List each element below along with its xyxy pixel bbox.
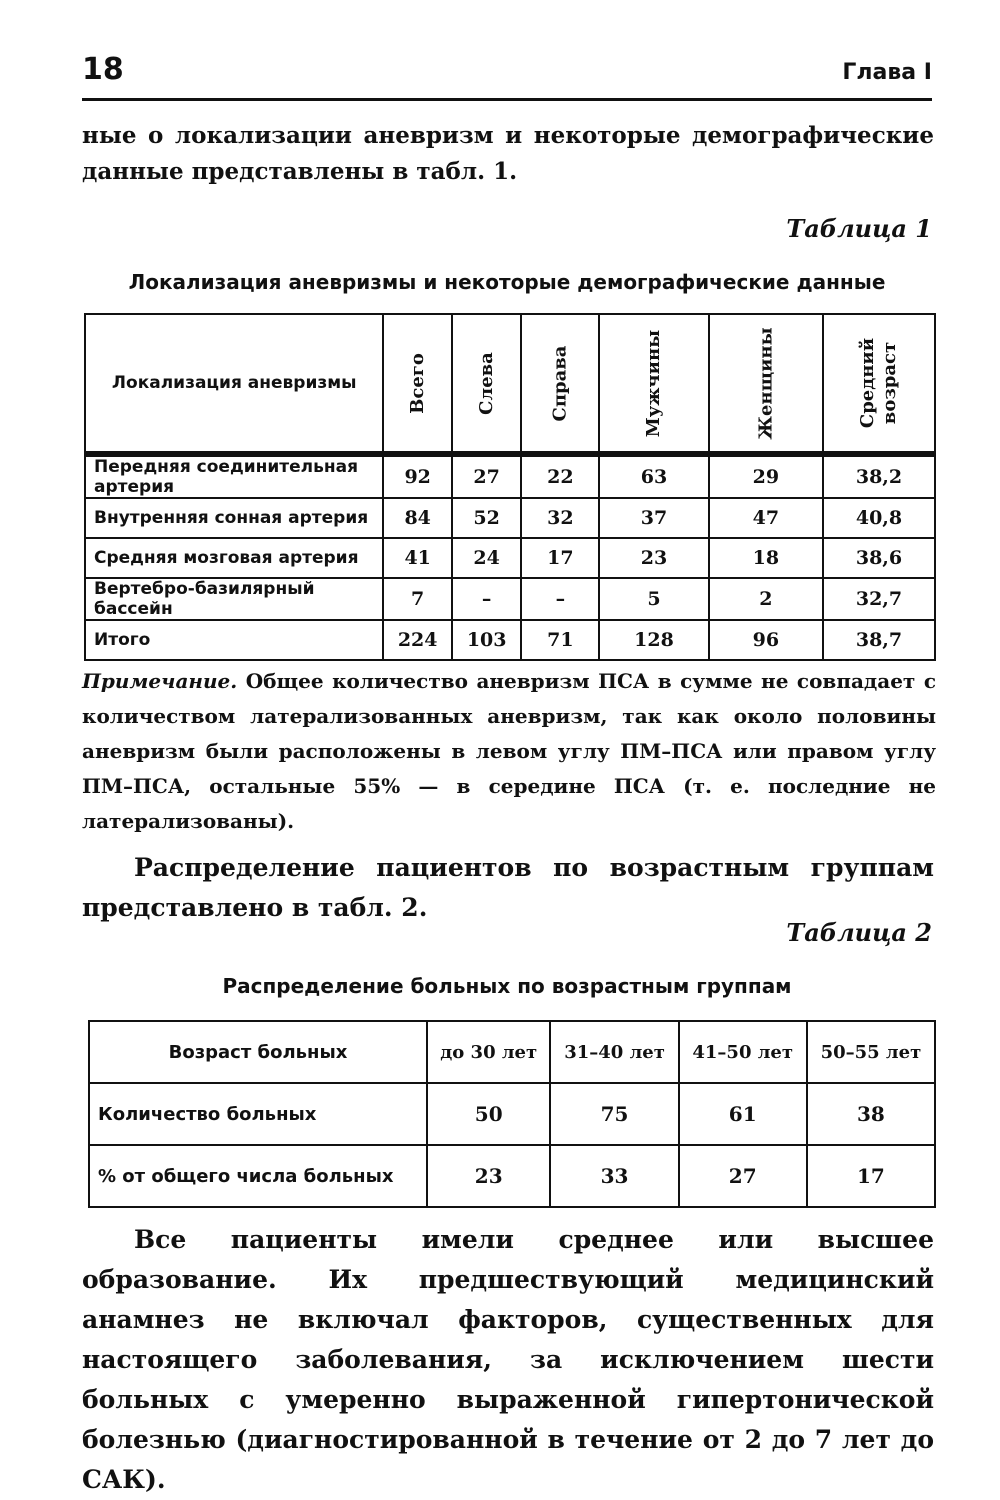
- table1-header-mean-age: Средний возраст: [823, 314, 935, 454]
- table-row: [85, 538, 935, 578]
- table2-cell: 61: [679, 1083, 807, 1145]
- table1-cell: 29: [709, 454, 823, 498]
- table2-row-label: Количество больных: [89, 1083, 427, 1145]
- table1-cell: 40,8: [823, 498, 935, 538]
- table2-cell: 75: [550, 1083, 678, 1145]
- table1-cell: 2: [709, 578, 823, 620]
- table1-cell: 32,7: [823, 578, 935, 620]
- table1-cell: 22: [521, 454, 599, 498]
- table1-cell: 38,2: [823, 454, 935, 498]
- table2-cell: 38: [807, 1083, 935, 1145]
- paragraph-age-groups: Распределение пациентов по возрастным группам представлено в табл. 2.: [82, 853, 934, 922]
- table1: [84, 313, 936, 661]
- table1-header-right: Справа: [521, 314, 599, 454]
- intro-paragraph: ные о локализации аневризм и некоторые демографические данные представлены в табл. 1.: [82, 122, 934, 185]
- table1-cell: 224: [383, 620, 452, 660]
- table1-cell: 37: [599, 498, 708, 538]
- table1-header-total: Всего: [383, 314, 452, 454]
- table-row: [89, 1083, 935, 1145]
- table1-header-left: Слева: [452, 314, 521, 454]
- table1-cell: 5: [599, 578, 708, 620]
- table1-row-name: Вертебро-базилярный бассейн: [85, 578, 383, 620]
- table2-header-age: Возраст больных: [89, 1021, 427, 1083]
- table1-cell: 47: [709, 498, 823, 538]
- table1-note: [82, 664, 936, 839]
- table1-cell: 18: [709, 538, 823, 578]
- table1-cell: 17: [521, 538, 599, 578]
- table-row: [85, 454, 935, 498]
- table2-header-group: 41–50 лет: [679, 1021, 807, 1083]
- table-row: [85, 498, 935, 538]
- table1-cell: 52: [452, 498, 521, 538]
- table1-row-name: Средняя мозговая артерия: [85, 538, 383, 578]
- running-head: [82, 50, 932, 101]
- table2-header-group: 31–40 лет: [550, 1021, 678, 1083]
- table1-cell: –: [521, 578, 599, 620]
- table1-cell: 96: [709, 620, 823, 660]
- table2: [88, 1020, 936, 1208]
- table2-header-group: до 30 лет: [427, 1021, 550, 1083]
- table2-cell: 33: [550, 1145, 678, 1207]
- note-label: Примечание.: [82, 669, 238, 693]
- table1-cell: –: [452, 578, 521, 620]
- table2-title: Распределение больных по возрастным группам: [222, 974, 792, 998]
- table1-header-men: Мужчины: [599, 314, 708, 454]
- table1-cell: 27: [452, 454, 521, 498]
- table-row: [89, 1145, 935, 1207]
- table1-cell: 41: [383, 538, 452, 578]
- paragraph-education: Все пациенты имели среднее или высшее образование. Их предшествующий медицинский анамнез не включал факторов, существенных для настоящего заболевания, за исключением шести больных с умеренно выраженной гипертонической болезнью (диагностированной в течение от 2 до 7 лет до САК).: [82, 1225, 934, 1494]
- table2-cell: 27: [679, 1145, 807, 1207]
- table1-row-name: Передняя соединительная артерия: [85, 454, 383, 498]
- table1-cell: 23: [599, 538, 708, 578]
- table2-cell: 23: [427, 1145, 550, 1207]
- table-row: [85, 620, 935, 660]
- table2-cell: 17: [807, 1145, 935, 1207]
- table1-cell: 71: [521, 620, 599, 660]
- table1-cell: 7: [383, 578, 452, 620]
- table1-cell: 92: [383, 454, 452, 498]
- page-number: 18: [82, 52, 124, 87]
- table1-header-women: Женщины: [709, 314, 823, 454]
- table1-cell: 84: [383, 498, 452, 538]
- chapter-label: Глава I: [842, 60, 932, 85]
- table1-cell: 32: [521, 498, 599, 538]
- table2-caption: Таблица 2: [786, 918, 932, 947]
- table1-row-name: Внутренняя сонная артерия: [85, 498, 383, 538]
- table1-title: Локализация аневризмы и некоторые демографические данные: [128, 270, 886, 294]
- table1-cell: 128: [599, 620, 708, 660]
- table2-header-group: 50–55 лет: [807, 1021, 935, 1083]
- table2-row-label: % от общего числа больных: [89, 1145, 427, 1207]
- note-text: Общее количество аневризм ПСА в сумме не совпадает с количеством латерализованных аневризм, так как около половины аневризм были расположены в левом углу ПМ–ПСА или правом углу ПМ–ПСА, остальные 55% — в середине ПСА (т. е. последние не латерализованы).: [82, 669, 936, 833]
- table1-cell: 63: [599, 454, 708, 498]
- table1-cell: 103: [452, 620, 521, 660]
- table1-row-name: Итого: [85, 620, 383, 660]
- table1-cell: 24: [452, 538, 521, 578]
- table-row: [85, 578, 935, 620]
- table1-header-location: Локализация аневризмы: [85, 314, 383, 454]
- table1-caption: Таблица 1: [786, 214, 932, 243]
- table1-cell: 38,6: [823, 538, 935, 578]
- table1-cell: 38,7: [823, 620, 935, 660]
- table2-cell: 50: [427, 1083, 550, 1145]
